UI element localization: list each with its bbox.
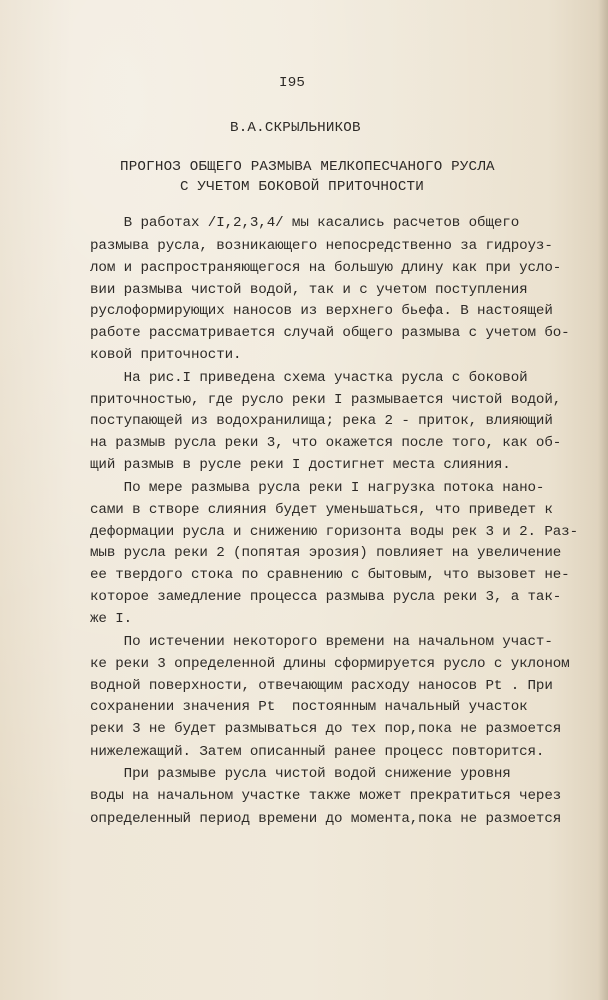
body-line: сохранении значения Pt постоянным начальный участок (90, 699, 528, 715)
body-line: же I. (90, 611, 133, 627)
body-line: вии размыва чистой водой, так и с учетом поступления (90, 282, 528, 298)
body-line: По истечении некоторого времени на начальном участ- (90, 634, 553, 650)
body-line: По мере размыва русла реки I нагрузка потока нано- (90, 480, 545, 496)
page-number: I95 (279, 75, 306, 91)
body-line: реки 3 не будет размываться до тех пор,пока не размоется (90, 721, 562, 737)
page-edge-shadow (598, 0, 608, 1000)
body-line: поступающей из водохранилища; река 2 - приток, влияющий (90, 413, 553, 429)
body-line: нижележащий. Затем описанный ранее процесс повторится. (90, 744, 545, 760)
body-line: которое замедление процесса размыва русла реки 3, а так- (90, 589, 562, 605)
body-line: руслоформирующих наносов из верхнего бьефа. В настоящей (90, 303, 553, 319)
body-line: воды на начальном участке также может прекратиться через (90, 788, 562, 804)
body-line: деформации русла и снижению горизонта воды рек 3 и 2. Раз- (90, 524, 579, 540)
body-line: В работах /I,2,3,4/ мы касались расчетов общего (90, 215, 520, 231)
body-line: водной поверхности, отвечающим расходу наносов Pt . При (90, 678, 553, 694)
body-line: размыва русла, возникающего непосредственно за гидроуз- (90, 238, 553, 254)
body-line: определенный период времени до момента,пока не размоется (90, 811, 562, 827)
body-line: При размыве русла чистой водой снижение уровня (90, 766, 511, 782)
body-line: ке реки 3 определенной длины сформируется русло с уклоном (90, 656, 570, 672)
body-line: щий размыв в русле реки I достигнет места слияния. (90, 457, 511, 473)
body-line: лом и распространяющегося на большую длину как при усло- (90, 260, 562, 276)
body-line: сами в створе слияния будет уменьшаться, что приведет к (90, 502, 553, 518)
body-line: На рис.I приведена схема участка русла с боковой (90, 370, 528, 386)
body-line: на размыв русла реки 3, что окажется после того, как об- (90, 435, 562, 451)
body-line: работе рассматривается случай общего размыва с учетом бо- (90, 325, 570, 341)
title-line-1: ПРОГНОЗ ОБЩЕГО РАЗМЫВА МЕЛКОПЕСЧАНОГО РУСЛА (120, 159, 495, 175)
author-name: В.А.СКРЫЛЬНИКОВ (230, 120, 361, 136)
body-line: мыв русла реки 2 (попятая эрозия) повлияет на увеличение (90, 545, 562, 561)
body-line: ее твердого стока по сравнению с бытовым, что вызовет не- (90, 567, 570, 583)
title-line-2: С УЧЕТОМ БОКОВОЙ ПРИТОЧНОСТИ (180, 179, 424, 195)
body-line: ковой приточности. (90, 347, 242, 363)
body-line: приточностью, где русло реки I размывается чистой водой, (90, 392, 562, 408)
